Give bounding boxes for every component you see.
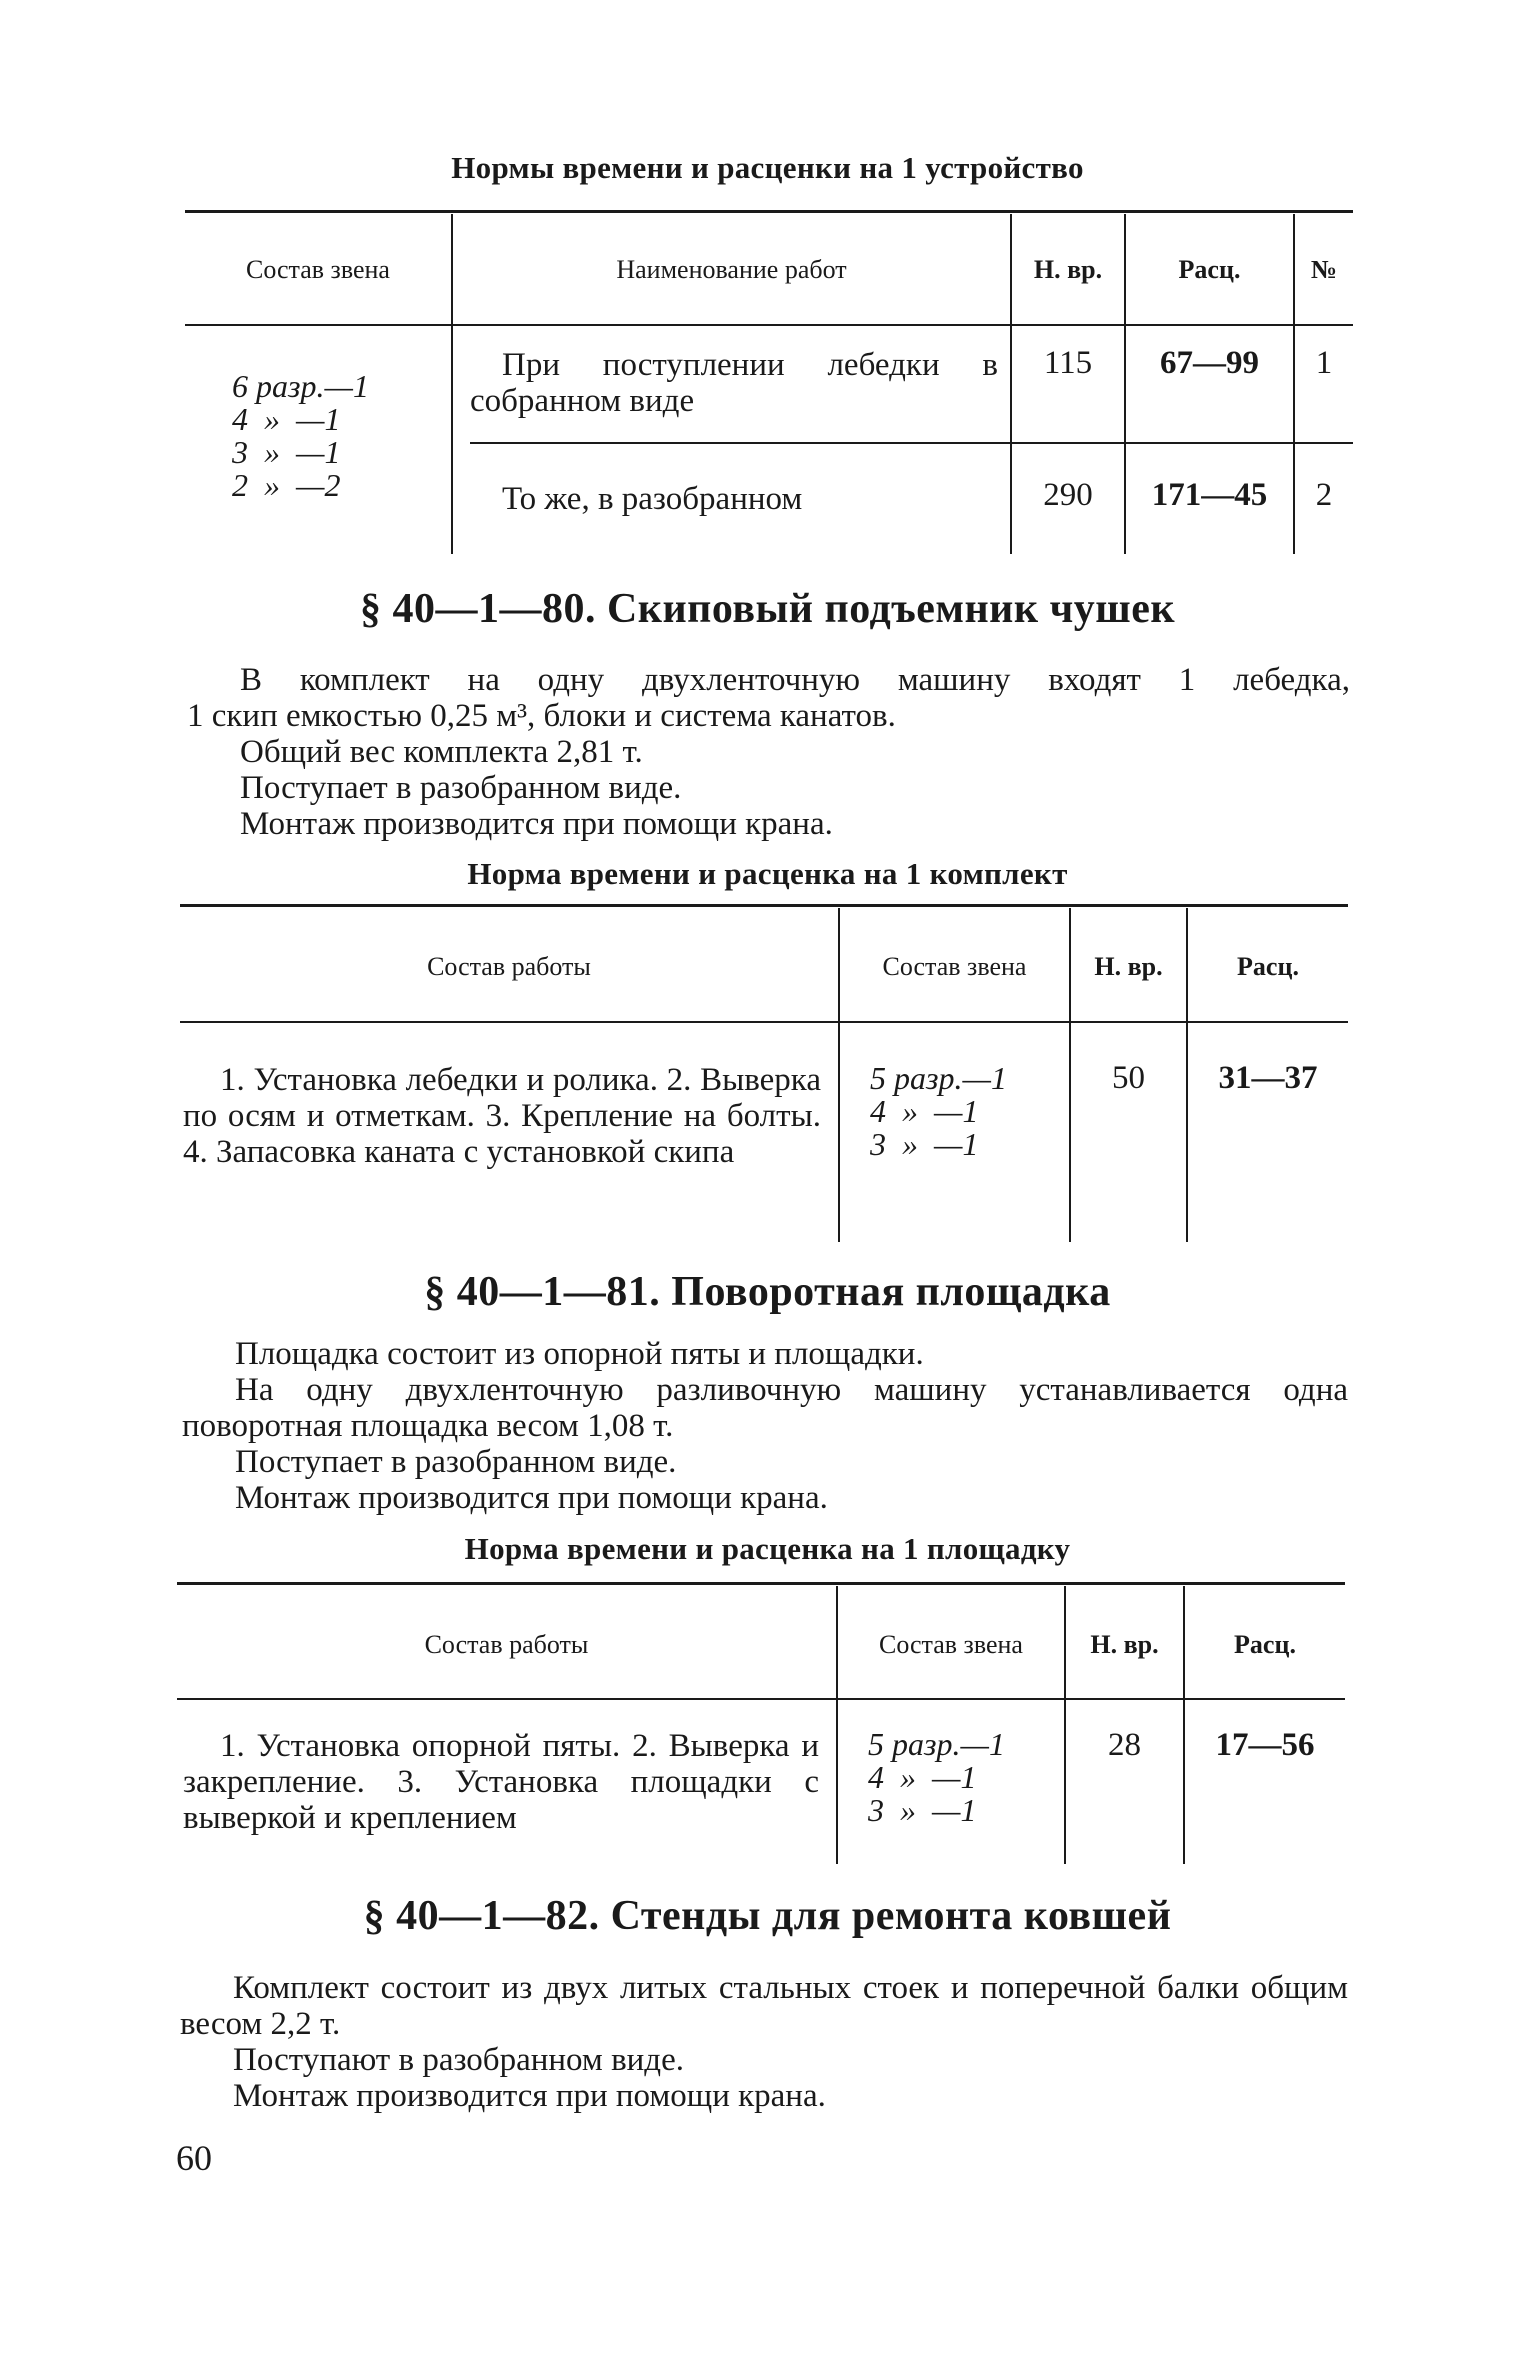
table1-caption: Нормы времени и расценки на 1 устройство bbox=[451, 150, 1084, 185]
crew-line: 5 разр.—1 bbox=[868, 1726, 1005, 1762]
table-header-work: Состав работы bbox=[424, 1630, 589, 1659]
table-header-rule bbox=[180, 1021, 1348, 1023]
table1-row-rule bbox=[470, 442, 1353, 444]
page-number: 60 bbox=[176, 2138, 212, 2178]
crew-line: 5 разр.—1 bbox=[870, 1060, 1007, 1096]
table1-header-crew: Состав звена bbox=[246, 255, 390, 284]
crew-line: 2 » —2 bbox=[232, 467, 341, 503]
table-header-norm: Н. вр. bbox=[1094, 952, 1163, 981]
section81-table-caption: Норма времени и расценка на 1 площадку bbox=[464, 1531, 1071, 1566]
table-work-cell: 1. Установка лебедки и ролика. 2. Выверка по осям и отметкам. 3. Крепление на болты. 4. Запасовка каната с установкой скипа bbox=[183, 1062, 821, 1170]
crew-line: 3 » —1 bbox=[232, 434, 341, 470]
table1-crew bbox=[232, 370, 369, 502]
table1-header-rule bbox=[185, 324, 1353, 326]
table1-header-num: № bbox=[1310, 255, 1338, 284]
section81-paragraph: Поступает в разобранном виде. bbox=[235, 1444, 677, 1480]
crew-line: 3 » —1 bbox=[870, 1126, 979, 1162]
table1-header-norm: Н. вр. bbox=[1033, 255, 1103, 284]
table-header-work: Состав работы bbox=[427, 952, 591, 981]
table-rate-cell: 31—37 bbox=[1218, 1060, 1318, 1096]
section82-heading: § 40—1—82. Стенды для ремонта ковшей bbox=[363, 1893, 1172, 1939]
table-header-rule bbox=[177, 1698, 1345, 1700]
table1-row2-work: То же, в разобранном bbox=[502, 481, 803, 517]
table-header-crew: Состав звена bbox=[879, 1630, 1023, 1659]
table-work-cell: 1. Установка опорной пяты. 2. Выверка и закрепление. 3. Установка площадки с выверкой и креплением bbox=[183, 1728, 819, 1836]
table-header-rate: Расц. bbox=[1234, 1630, 1296, 1659]
section80-paragraph: Поступает в разобранном виде. bbox=[240, 770, 682, 806]
section82-paragraph: Монтаж производится при помощи крана. bbox=[233, 2078, 826, 2114]
crew-line: 6 разр.—1 bbox=[232, 368, 369, 404]
table1-row2-num: 2 bbox=[1315, 477, 1333, 513]
section81-paragraph: Монтаж производится при помощи крана. bbox=[235, 1480, 828, 1516]
section80-table-caption: Норма времени и расценка на 1 комплект bbox=[467, 856, 1068, 891]
crew-line: 4 » —1 bbox=[868, 1759, 977, 1795]
table-header-rate: Расц. bbox=[1237, 952, 1299, 981]
table1-row1-rate: 67—99 bbox=[1160, 345, 1259, 381]
section80-heading: § 40—1—80. Скиповый подъемник чушек bbox=[359, 586, 1176, 632]
section81-heading: § 40—1—81. Поворотная площадка bbox=[424, 1269, 1111, 1315]
section82-paragraph: Поступают в разобранном виде. bbox=[233, 2042, 684, 2078]
table1-row2-norm: 290 bbox=[1043, 477, 1093, 513]
table1-row1-num: 1 bbox=[1315, 345, 1333, 381]
section80-paragraph: Монтаж производится при помощи крана. bbox=[240, 806, 833, 842]
table-crew-cell bbox=[870, 1062, 1007, 1161]
table-norm-cell: 50 bbox=[1112, 1060, 1145, 1096]
table1-top-rule bbox=[185, 210, 1353, 213]
table1-header-work: Наименование работ bbox=[616, 255, 847, 284]
table-top-rule bbox=[180, 904, 1348, 907]
table1-header-rate: Расц. bbox=[1178, 255, 1241, 284]
table-col-divider bbox=[1064, 1586, 1066, 1864]
section80-paragraph: В комплект на одну двухленточную машину входят 1 лебедка, bbox=[240, 662, 1350, 698]
table-header-norm: Н. вр. bbox=[1090, 1630, 1159, 1659]
table-header-crew: Состав звена bbox=[882, 952, 1027, 981]
table1-row2-rate: 171—45 bbox=[1151, 477, 1268, 513]
section81-paragraph: Площадка состоит из опорной пяты и площадки. bbox=[235, 1336, 924, 1372]
crew-line: 4 » —1 bbox=[870, 1093, 979, 1129]
table-norm-cell: 28 bbox=[1108, 1727, 1141, 1763]
table1-row1-work: При поступлении лебедки в собранном виде bbox=[470, 347, 998, 419]
crew-line: 3 » —1 bbox=[868, 1792, 977, 1828]
section80-paragraph: Общий вес комплекта 2,81 т. bbox=[240, 734, 643, 770]
table-crew-cell bbox=[868, 1728, 1005, 1827]
crew-line: 4 » —1 bbox=[232, 401, 341, 437]
section82-paragraph: Комплект состоит из двух литых стальных стоек и поперечной балки общим весом 2,2 т. bbox=[180, 1970, 1348, 2042]
section80-paragraph: 1 скип емкостью 0,25 м³, блоки и система канатов. bbox=[187, 698, 896, 734]
table-col-divider bbox=[836, 1586, 838, 1864]
table-col-divider bbox=[1183, 1586, 1185, 1864]
table1-row1-norm: 115 bbox=[1043, 345, 1093, 381]
table-rate-cell: 17—56 bbox=[1215, 1727, 1315, 1763]
section81-paragraph: На одну двухленточную разливочную машину устанавливается одна поворотная площадка весом 1,08 т. bbox=[182, 1372, 1348, 1444]
table-top-rule bbox=[177, 1582, 1345, 1585]
